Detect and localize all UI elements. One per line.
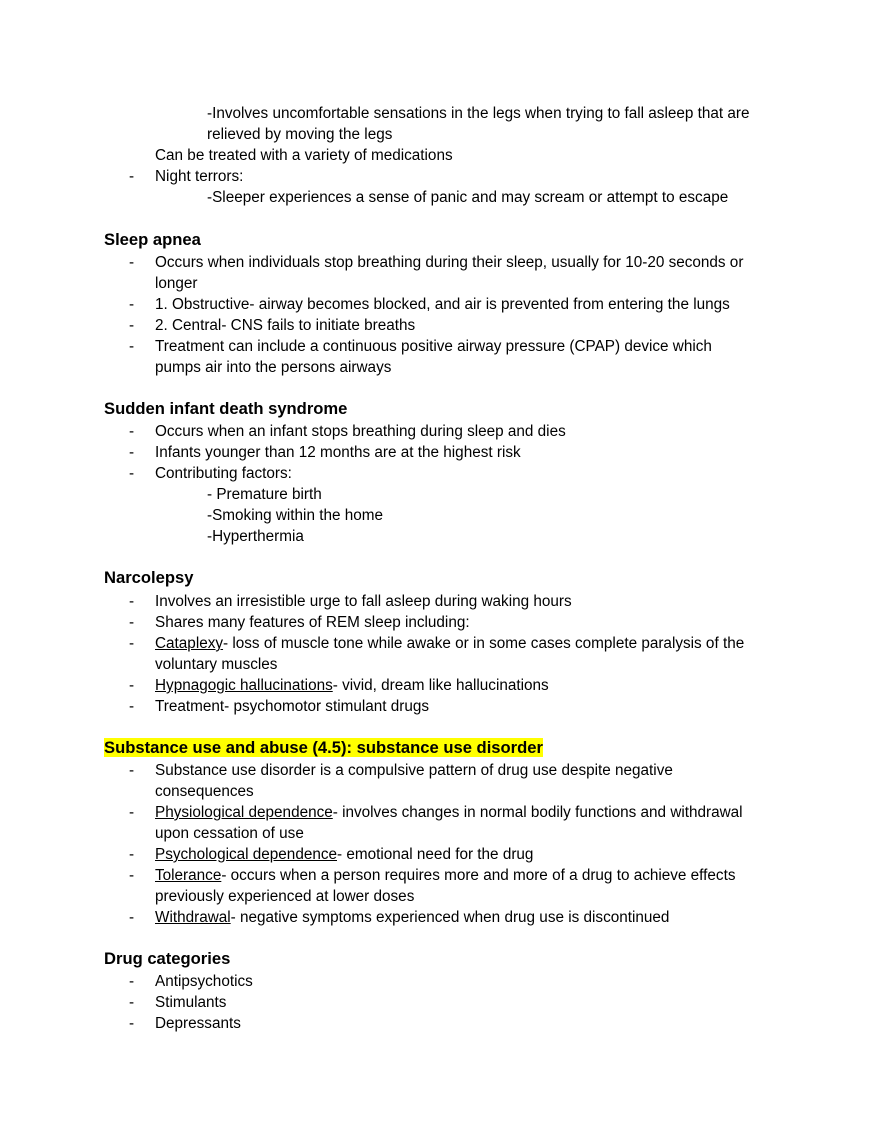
list-item: Treatment can include a continuous positive airway pressure (CPAP) device which [155,338,712,355]
list-item: Occurs when an infant stops breathing during sleep and dies [155,423,566,440]
term-physiological-dependence: Physiological dependence [155,804,333,821]
bullet-dash: - [129,635,135,652]
term-tolerance: Tolerance [155,867,222,884]
highlighted-heading-text: Substance use and abuse (4.5): substance use disorder [104,738,543,757]
definition: - emotional need for the drug [337,846,534,863]
list-item-continuation: previously experienced at lower doses [155,888,415,905]
list-item: Involves an irresistible urge to fall asleep during waking hours [155,593,572,610]
list-item [155,907,669,928]
heading-sids: Sudden infant death syndrome [104,399,348,418]
bullet-dash: - [129,698,135,715]
list-item: Depressants [155,1015,241,1032]
list-item [155,802,743,823]
bullet-dash: - [129,338,135,355]
list-item: Stimulants [155,994,227,1011]
list-item [155,675,549,696]
list-item-continuation: voluntary muscles [155,656,278,673]
list-item: 2. Central- CNS fails to initiate breaths [155,317,416,334]
bullet-dash: - [129,994,135,1011]
list-item-continuation: upon cessation of use [155,825,304,842]
list-item: 1. Obstructive- airway becomes blocked, and air is prevented from entering the lungs [155,296,730,313]
bullet-dash: - [129,593,135,610]
bullet-dash: - [129,677,135,694]
bullet-dash: - [129,804,135,821]
term-withdrawal: Withdrawal [155,909,231,926]
bullet-dash: - [129,168,135,185]
heading-narcolepsy: Narcolepsy [104,568,194,587]
definition: - loss of muscle tone while awake or in some cases complete paralysis of the [223,635,745,652]
bullet-dash: - [129,1015,135,1032]
term-hypnagogic-hallucinations: Hypnagogic hallucinations [155,677,333,694]
sub-item: -Smoking within the home [207,507,383,524]
treatment-note: Can be treated with a variety of medications [155,147,453,164]
bullet-dash: - [129,614,135,631]
bullet-dash: - [129,867,135,884]
bullet-dash: - [129,317,135,334]
list-item: Occurs when individuals stop breathing during their sleep, usually for 10-20 seconds or [155,254,744,271]
list-item: Substance use disorder is a compulsive pattern of drug use despite negative [155,762,673,779]
heading-sleep-apnea: Sleep apnea [104,230,201,249]
bullet-dash: - [129,846,135,863]
list-item: Shares many features of REM sleep including: [155,614,470,631]
bullet-dash: - [129,909,135,926]
list-item-continuation: consequences [155,783,254,800]
term-cataplexy: Cataplexy [155,635,224,652]
list-item [155,844,533,865]
bullet-dash: - [129,973,135,990]
definition: - vivid, dream like hallucinations [332,677,549,694]
bullet-dash: - [129,254,135,271]
bullet-dash: - [129,444,135,461]
bullet-dash: - [129,762,135,779]
list-item-continuation: longer [155,275,198,292]
list-item [155,865,735,886]
list-item: Treatment- psychomotor stimulant drugs [155,698,430,715]
list-item [155,633,744,654]
term-psychological-dependence: Psychological dependence [155,846,337,863]
bullet-dash: - [129,423,135,440]
sub-item: - Premature birth [207,486,322,503]
heading-drug-categories: Drug categories [104,949,231,968]
list-item: Contributing factors: [155,465,292,482]
list-item: Antipsychotics [155,973,253,990]
heading-substance-use [104,737,543,759]
definition: - negative symptoms experienced when drug use is discontinued [230,909,670,926]
definition: - occurs when a person requires more and more of a drug to achieve effects [221,867,736,884]
bullet-dash: - [129,465,135,482]
list-item: Infants younger than 12 months are at the highest risk [155,444,521,461]
sub-item: -Hyperthermia [207,528,304,545]
rls-description-line2: relieved by moving the legs [207,126,393,143]
definition: - involves changes in normal bodily functions and withdrawal [332,804,743,821]
bullet-dash: - [129,296,135,313]
night-terrors-item: Night terrors: [155,168,244,185]
list-item-continuation: pumps air into the persons airways [155,359,392,376]
night-terrors-description: -Sleeper experiences a sense of panic and may scream or attempt to escape [207,189,729,206]
rls-description-line1: -Involves uncomfortable sensations in the legs when trying to fall asleep that are [207,105,750,122]
